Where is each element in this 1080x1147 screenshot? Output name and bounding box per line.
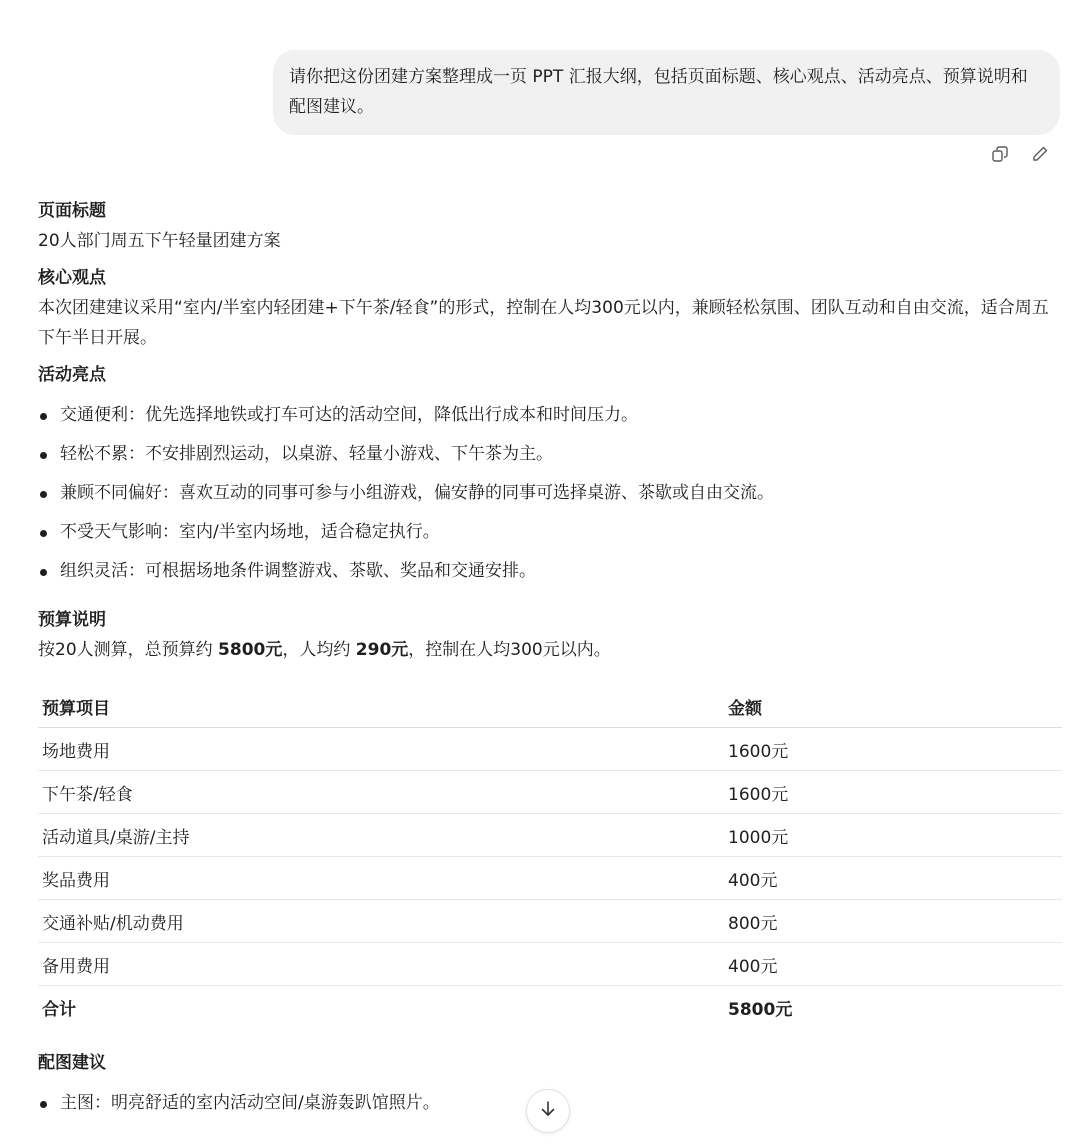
core-view-text: 本次团建建议采用“室内/半室内轻团建+下午茶/轻食”的形式，控制在人均300元以内，兼顾轻松氛围、团队互动和自由交流，适合周五下午半日开展。 [38,298,1049,348]
section-core-view [38,263,1062,353]
list-item: 主图：明亮舒适的室内活动空间/桌游轰趴馆照片。 [38,1084,1062,1123]
budget-intro-part: ，人均约 [282,640,356,660]
column-header-item: 预算项目 [38,685,724,728]
table-cell: 交通补贴/机动费用 [38,900,724,943]
table-cell: 1600元 [724,728,1062,771]
section-budget [38,605,1062,1028]
scroll-down-button[interactable] [526,1089,570,1133]
table-row [38,728,1062,771]
assistant-answer [38,196,1062,1130]
arrow-down-icon [538,1099,558,1123]
copy-icon[interactable] [990,144,1010,164]
message-actions [990,144,1050,164]
list-item: 交通便利：优先选择地铁或打车可达的活动空间，降低出行成本和时间压力。 [38,396,1062,435]
column-header-amount: 金额 [724,685,1062,728]
table-cell: 1600元 [724,771,1062,814]
table-row [38,943,1062,986]
user-message-text: 请你把这份团建方案整理成一页 PPT 汇报大纲，包括页面标题、核心观点、活动亮点、预算说明和配图建议。 [289,67,1028,117]
table-total-row [38,986,1062,1029]
budget-intro-part: 按20人测算，总预算约 [38,640,219,660]
table-header-row [38,685,1062,728]
list-item: 轻松不累：不安排剧烈运动，以桌游、轻量小游戏、下午茶为主。 [38,435,1062,474]
budget-table [38,685,1062,1028]
table-cell: 活动道具/桌游/主持 [38,814,724,857]
budget-per-person: 290元 [355,640,409,660]
core-view-heading: 核心观点 [38,268,106,288]
table-row [38,900,1062,943]
section-highlights [38,360,1062,591]
highlights-heading: 活动亮点 [38,365,106,385]
page-title-heading: 页面标题 [38,201,106,221]
user-message-bubble [273,50,1060,135]
table-cell: 400元 [724,857,1062,900]
highlights-list [38,396,1062,591]
page-title-text: 20人部门周五下午轻量团建方案 [38,231,281,251]
table-cell: 下午茶/轻食 [38,771,724,814]
budget-heading: 预算说明 [38,610,106,630]
table-cell: 800元 [724,900,1062,943]
list-item: 不受天气影响：室内/半室内场地，适合稳定执行。 [38,513,1062,552]
image-suggestions-heading: 配图建议 [38,1053,106,1073]
table-cell: 1000元 [724,814,1062,857]
table-row [38,814,1062,857]
budget-intro-part: ，控制在人均300元以内。 [408,640,611,660]
edit-icon[interactable] [1030,144,1050,164]
table-row [38,857,1062,900]
table-cell: 5800元 [728,999,793,1020]
budget-intro [38,635,1062,665]
table-cell: 合计 [42,999,76,1020]
table-cell: 备用费用 [38,943,724,986]
section-page-title [38,196,1062,256]
table-cell: 场地费用 [38,728,724,771]
table-cell: 奖品费用 [38,857,724,900]
table-row [38,771,1062,814]
table-cell: 400元 [724,943,1062,986]
budget-total: 5800元 [218,640,283,660]
list-item: 组织灵活：可根据场地条件调整游戏、茶歇、奖品和交通安排。 [38,552,1062,591]
list-item: 兼顾不同偏好：喜欢互动的同事可参与小组游戏，偏安静的同事可选择桌游、茶歇或自由交流。 [38,474,1062,513]
